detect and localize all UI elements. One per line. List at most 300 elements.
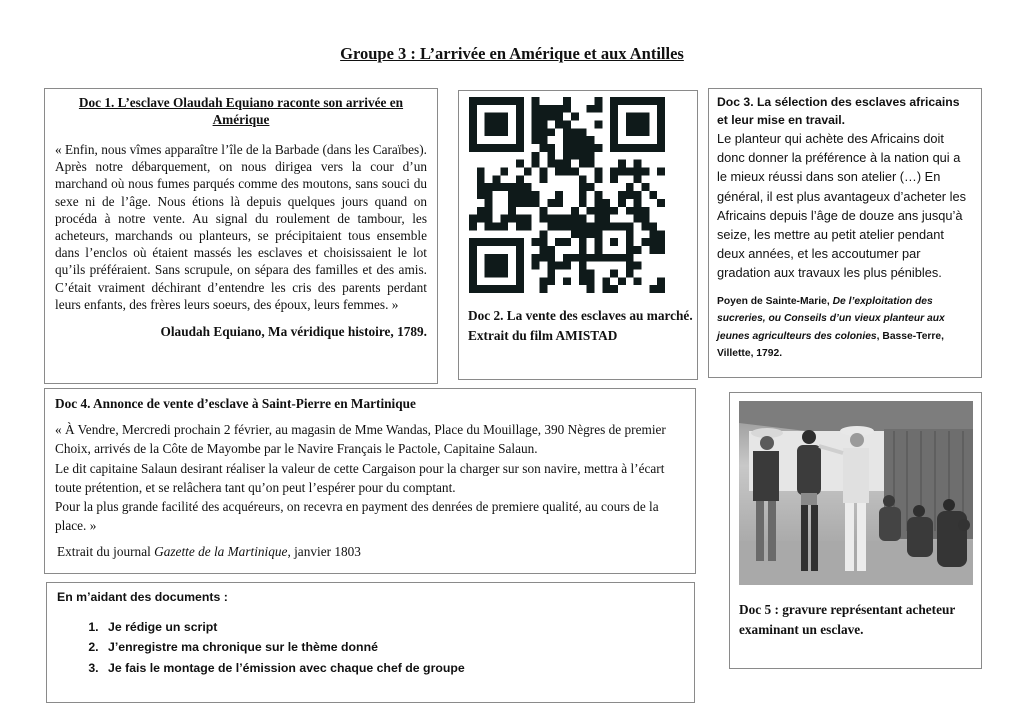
qr-module (626, 144, 634, 152)
qr-module (493, 175, 501, 183)
qr-module (657, 136, 665, 144)
qr-module (469, 105, 477, 113)
qr-module (634, 97, 642, 105)
qr-module (469, 113, 477, 121)
qr-module (477, 144, 485, 152)
qr-module (485, 144, 493, 152)
qr-module (618, 254, 626, 262)
qr-module (500, 222, 508, 230)
qr-module (579, 277, 587, 285)
qr-module (540, 285, 548, 293)
qr-code-icon[interactable] (469, 97, 665, 293)
qr-module (555, 105, 563, 113)
qr-module (555, 262, 563, 270)
qr-module (540, 175, 548, 183)
qr-module (610, 222, 618, 230)
qr-module (469, 254, 477, 262)
doc4-quote (55, 420, 685, 536)
qr-module (610, 269, 618, 277)
qr-module (634, 128, 642, 136)
doc4-source-prefix: Extrait du journal (57, 543, 155, 559)
qr-module (477, 215, 485, 223)
qr-module (555, 215, 563, 223)
qr-module (626, 222, 634, 230)
qr-module (516, 238, 524, 246)
qr-module (540, 144, 548, 152)
qr-module (610, 128, 618, 136)
qr-module (547, 152, 555, 160)
task-title: En m’aidant des documents : (57, 590, 228, 604)
qr-module (555, 238, 563, 246)
doc5-box (729, 392, 982, 669)
qr-module (579, 144, 587, 152)
qr-module (563, 277, 571, 285)
qr-module (563, 238, 571, 246)
qr-module (485, 262, 493, 270)
qr-module (571, 207, 579, 215)
qr-module (587, 207, 595, 215)
qr-module (634, 168, 642, 176)
qr-module (618, 277, 626, 285)
qr-module (587, 285, 595, 293)
qr-module (649, 144, 657, 152)
qr-module (508, 183, 516, 191)
qr-module (649, 222, 657, 230)
qr-module (626, 262, 634, 270)
doc4-quote-line: « À Vendre, Mercredi prochain 2 février, au magasin de Mme Wandas, Place du Mouillage, 390 Nègres de premier Choix, arrivés de la Côte de Mayombe par le Navire Français le Pactole, Capitaine Salaun. (55, 422, 666, 457)
qr-module (579, 262, 587, 270)
qr-module (532, 254, 540, 262)
qr-module (500, 168, 508, 176)
qr-module (626, 254, 634, 262)
qr-module (618, 97, 626, 105)
qr-module (649, 285, 657, 293)
qr-module (641, 168, 649, 176)
qr-module (547, 269, 555, 277)
qr-module (500, 97, 508, 105)
qr-module (610, 238, 618, 246)
qr-module (493, 269, 501, 277)
qr-module (485, 113, 493, 121)
qr-module (594, 144, 602, 152)
qr-module (657, 168, 665, 176)
qr-module (579, 128, 587, 136)
doc3-source-work: De l’exploitation des sucreries, ou Conseils d’un vieux planteur aux jeunes agriculteurs des colonies (717, 295, 945, 342)
task-step: 2. J’enregistre ma chronique sur le thème donné (102, 637, 684, 657)
qr-module (594, 199, 602, 207)
qr-module (532, 97, 540, 105)
qr-module (626, 238, 634, 246)
qr-module (547, 160, 555, 168)
qr-module (610, 113, 618, 121)
qr-module (618, 168, 626, 176)
qr-module (657, 105, 665, 113)
qr-module (579, 215, 587, 223)
qr-module (540, 136, 548, 144)
qr-module (610, 121, 618, 129)
qr-module (618, 222, 626, 230)
qr-module (516, 160, 524, 168)
qr-module (579, 199, 587, 207)
qr-module (493, 97, 501, 105)
qr-module (641, 121, 649, 129)
qr-module (532, 113, 540, 121)
qr-module (641, 97, 649, 105)
qr-module (634, 121, 642, 129)
qr-module (634, 246, 642, 254)
qr-module (540, 246, 548, 254)
qr-module (524, 183, 532, 191)
qr-module (469, 285, 477, 293)
qr-module (587, 230, 595, 238)
doc1-quote: « Enfin, nous vîmes apparaître l’île de la Barbade (dans les Caraïbes). Après notre débarquement, on nous dirigea vers la cour d’un marchand où nous fumes parqués comme des moutons, sans souci du sexe ni de l’âge. Nous étions là depuis quelques jours quand on procéda à notre vente. Au signal du roulement de tambour, les acheteurs, marchands ou planteurs, se précipitaient tous ensemble dans l’enclos où étaient massés les esclaves et choisissaient le lot qu’ils préféraient. Sans scrupule, on sépara des familles et des amis. C’était vraiment déchirant d’entendre les cris des parents perdant leurs enfants, des frères leurs soeurs, des époux, leurs femmes. » (55, 142, 427, 312)
qr-module (610, 175, 618, 183)
doc4-quote-line: Le dit capitaine Salaun desirant réaliser la valeur de cette Cargaison pour la charger sur son navire, mettra à l’écart toute prétention, et se relâchera tant qu’on peut l’espérer pour du comptant. (55, 460, 665, 495)
qr-module (587, 136, 595, 144)
qr-module (547, 262, 555, 270)
qr-module (485, 207, 493, 215)
qr-module (649, 238, 657, 246)
qr-module (516, 254, 524, 262)
qr-module (532, 136, 540, 144)
qr-module (485, 128, 493, 136)
qr-module (657, 246, 665, 254)
qr-module (508, 191, 516, 199)
qr-module (657, 277, 665, 285)
qr-module (626, 191, 634, 199)
qr-module (641, 113, 649, 121)
qr-module (634, 113, 642, 121)
qr-module (500, 113, 508, 121)
qr-module (587, 254, 595, 262)
qr-module (626, 269, 634, 277)
qr-module (587, 183, 595, 191)
doc2-box (458, 90, 698, 380)
qr-module (485, 285, 493, 293)
qr-module (602, 285, 610, 293)
qr-module (500, 285, 508, 293)
qr-module (563, 152, 571, 160)
qr-module (493, 183, 501, 191)
qr-module (602, 215, 610, 223)
qr-module (508, 97, 516, 105)
qr-module (618, 191, 626, 199)
qr-module (469, 144, 477, 152)
qr-module (579, 183, 587, 191)
qr-module (493, 285, 501, 293)
qr-module (469, 97, 477, 105)
qr-module (485, 191, 493, 199)
doc3-source-author: Poyen de Sainte-Marie, (717, 295, 833, 307)
qr-module (571, 128, 579, 136)
qr-module (587, 105, 595, 113)
qr-module (594, 105, 602, 113)
qr-module (594, 191, 602, 199)
qr-module (634, 262, 642, 270)
qr-module (532, 262, 540, 270)
qr-module (524, 199, 532, 207)
qr-module (477, 175, 485, 183)
qr-module (516, 136, 524, 144)
qr-module (516, 105, 524, 113)
qr-module (587, 277, 595, 285)
qr-module (571, 136, 579, 144)
qr-module (610, 285, 618, 293)
doc5-caption: Doc 5 : gravure représentant acheteur examinant un esclave. (739, 602, 956, 637)
qr-module (594, 246, 602, 254)
qr-module (469, 262, 477, 270)
qr-module (516, 175, 524, 183)
qr-module (555, 168, 563, 176)
qr-module (626, 246, 634, 254)
qr-module (579, 269, 587, 277)
qr-module (649, 230, 657, 238)
qr-module (532, 160, 540, 168)
qr-module (508, 215, 516, 223)
task-step: 1. Je rédige un script (102, 617, 684, 637)
qr-module (540, 128, 548, 136)
doc3-source-rest: , Basse-Terre, Villette, 1792. (717, 330, 945, 360)
qr-module (516, 199, 524, 207)
qr-module (657, 97, 665, 105)
qr-module (641, 207, 649, 215)
qr-module (602, 277, 610, 285)
qr-module (618, 199, 626, 207)
qr-module (634, 215, 642, 223)
qr-module (626, 113, 634, 121)
qr-module (469, 246, 477, 254)
qr-module (469, 238, 477, 246)
qr-module (649, 97, 657, 105)
qr-module (602, 199, 610, 207)
qr-module (547, 222, 555, 230)
qr-module (485, 269, 493, 277)
qr-module (469, 215, 477, 223)
qr-module (657, 230, 665, 238)
qr-module (540, 121, 548, 129)
qr-module (500, 215, 508, 223)
qr-module (610, 254, 618, 262)
doc4-box (44, 388, 696, 574)
qr-module (540, 215, 548, 223)
qr-module (555, 191, 563, 199)
qr-module (493, 144, 501, 152)
qr-module (641, 144, 649, 152)
qr-module (508, 285, 516, 293)
qr-module (469, 269, 477, 277)
qr-module (594, 254, 602, 262)
qr-module (594, 168, 602, 176)
qr-module (587, 144, 595, 152)
qr-module (634, 144, 642, 152)
qr-module (579, 191, 587, 199)
qr-module (532, 191, 540, 199)
qr-module (587, 152, 595, 160)
qr-module (508, 199, 516, 207)
qr-module (469, 121, 477, 129)
task-step: 3. Je fais le montage de l’émission avec chaque chef de groupe (102, 658, 684, 678)
qr-module (563, 215, 571, 223)
qr-module (579, 175, 587, 183)
doc3-source (717, 293, 973, 363)
doc4-source (55, 544, 685, 560)
qr-module (508, 144, 516, 152)
qr-module (500, 144, 508, 152)
qr-module (563, 254, 571, 262)
qr-module (532, 121, 540, 129)
qr-module (516, 183, 524, 191)
qr-module (469, 277, 477, 285)
qr-module (594, 97, 602, 105)
qr-module (516, 97, 524, 105)
qr-module (579, 238, 587, 246)
qr-module (532, 152, 540, 160)
doc4-source-journal: Gazette de la Martinique (154, 543, 288, 559)
doc3-text: Le planteur qui achète des Africains doit donc donner la préférence à la nation qui a le mieux réussi dans son atelier (…) En général, il est plus avantageux d’acheter les Africains depuis l’âge de douze ans jusqu’à seize, les mettre au petit atelier pendant deux années, et les accoutumer par gradation aux travaux les plus pénibles. (717, 131, 966, 281)
qr-module (634, 160, 642, 168)
doc3-title: Doc 3. La sélection des esclaves africains et leur mise en travail. (717, 95, 960, 127)
qr-module (594, 238, 602, 246)
qr-module (594, 215, 602, 223)
qr-module (594, 230, 602, 238)
qr-module (485, 199, 493, 207)
qr-module (540, 105, 548, 113)
qr-module (516, 277, 524, 285)
qr-module (540, 230, 548, 238)
page-title: Groupe 3 : L’arrivée en Amérique et aux Antilles (340, 44, 684, 63)
qr-module (610, 97, 618, 105)
qr-module (500, 128, 508, 136)
doc1-source: Olaudah Equiano, Ma véridique histoire, 1789. (160, 324, 427, 340)
qr-module (626, 97, 634, 105)
qr-module (500, 238, 508, 246)
engraving-image-icon (739, 401, 973, 585)
qr-module (579, 246, 587, 254)
qr-module (626, 121, 634, 129)
qr-module (516, 121, 524, 129)
qr-module (610, 144, 618, 152)
qr-module (579, 152, 587, 160)
qr-module (485, 222, 493, 230)
qr-module (579, 254, 587, 262)
qr-module (563, 168, 571, 176)
qr-module (477, 285, 485, 293)
qr-module (610, 168, 618, 176)
qr-module (579, 136, 587, 144)
qr-module (524, 168, 532, 176)
qr-module (563, 144, 571, 152)
qr-module (555, 160, 563, 168)
qr-module (540, 254, 548, 262)
qr-module (571, 230, 579, 238)
qr-module (657, 128, 665, 136)
qr-module (500, 254, 508, 262)
qr-module (547, 144, 555, 152)
qr-module (657, 285, 665, 293)
qr-module (516, 222, 524, 230)
qr-module (516, 269, 524, 277)
qr-module (477, 97, 485, 105)
qr-module (524, 222, 532, 230)
qr-module (555, 113, 563, 121)
qr-module (634, 191, 642, 199)
qr-module (493, 128, 501, 136)
doc4-title: Doc 4. Annonce de vente d’esclave à Saint-Pierre en Martinique (55, 396, 416, 411)
qr-module (500, 262, 508, 270)
qr-module (634, 277, 642, 285)
qr-module (571, 113, 579, 121)
qr-module (500, 121, 508, 129)
qr-module (571, 222, 579, 230)
qr-module (571, 168, 579, 176)
qr-module (626, 168, 634, 176)
qr-module (618, 160, 626, 168)
qr-module (571, 254, 579, 262)
qr-module (563, 222, 571, 230)
qr-module (477, 207, 485, 215)
qr-module (587, 222, 595, 230)
qr-module (493, 254, 501, 262)
qr-module (571, 144, 579, 152)
qr-module (524, 191, 532, 199)
doc3-box (708, 88, 982, 378)
qr-module (610, 136, 618, 144)
qr-module (602, 222, 610, 230)
doc1-box (44, 88, 438, 384)
qr-module (485, 254, 493, 262)
qr-module (594, 121, 602, 129)
qr-module (547, 215, 555, 223)
qr-module (563, 121, 571, 129)
qr-module (657, 144, 665, 152)
qr-module (641, 238, 649, 246)
qr-module (516, 113, 524, 121)
qr-module (469, 136, 477, 144)
qr-module (555, 199, 563, 207)
qr-module (563, 136, 571, 144)
qr-module (532, 199, 540, 207)
qr-module (485, 121, 493, 129)
qr-module (469, 128, 477, 136)
qr-module (571, 152, 579, 160)
qr-module (547, 254, 555, 262)
qr-module (477, 238, 485, 246)
qr-module (579, 230, 587, 238)
qr-module (508, 238, 516, 246)
qr-module (594, 222, 602, 230)
doc4-source-suffix: , janvier 1803 (287, 543, 361, 559)
qr-module (641, 222, 649, 230)
qr-module (524, 215, 532, 223)
qr-module (571, 215, 579, 223)
qr-module (477, 183, 485, 191)
qr-module (641, 215, 649, 223)
qr-module (469, 222, 477, 230)
qr-module (563, 105, 571, 113)
qr-module (547, 199, 555, 207)
task-steps (57, 617, 684, 678)
qr-module (587, 269, 595, 277)
qr-module (493, 222, 501, 230)
qr-module (649, 191, 657, 199)
qr-module (547, 277, 555, 285)
qr-module (594, 207, 602, 215)
qr-module (626, 207, 634, 215)
qr-module (493, 121, 501, 129)
qr-module (493, 113, 501, 121)
qr-module (626, 183, 634, 191)
qr-module (516, 128, 524, 136)
